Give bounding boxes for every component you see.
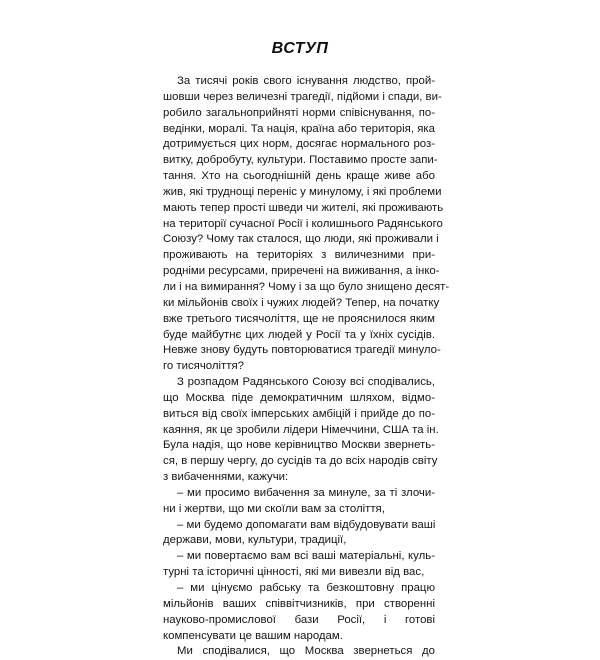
text-line: ки мільйонів своїх і чужих людей? Тепер, на початку — [163, 296, 440, 309]
text-line: мають тепер прості шведи чи жителі, які проживають — [163, 201, 444, 214]
page-title: ВСТУП — [271, 40, 329, 57]
text-line: буде майбутнє цих людей у Росії та у їхніх сусідів. — [163, 328, 435, 341]
text-line: виться від своїх імперських амбіцій і прийде до по- — [163, 407, 435, 420]
text-line: Була надія, що нове керівництво Москви звернеть- — [163, 439, 435, 452]
text-line: ся, в першу чергу, до сусідів та до всіх народів світу — [163, 455, 438, 468]
text-line: турні та історичні цінності, які ми вивезли від вас, — [163, 566, 425, 579]
text-line: – ми цінуємо рабську та безкоштовну працю — [177, 582, 435, 594]
text-line: з вибаченнями, кажучи: — [163, 471, 289, 484]
text-line: го тисячоліття? — [163, 360, 244, 373]
text-line: на території сучасної Росії і колишнього Радянського — [163, 217, 443, 230]
text-line: За тисячі років свого існування людство, прой- — [177, 75, 435, 87]
text-line: ли і на вимирання? Чому і за що було знищено десят- — [163, 280, 450, 293]
text-line: що Москва піде демократичним шляхом, відмо- — [163, 391, 435, 404]
text-line: дотримується цих норм, досягає нормального роз- — [163, 138, 435, 151]
body-text — [163, 74, 450, 660]
text-line: Союзу? Чому так сталося, що люди, які проживали і — [163, 233, 439, 246]
text-line: – ми просимо вибачення за минуле, за ті злочи- — [177, 486, 435, 499]
text-line: Ми сподівалися, що Москва звернеться до — [177, 645, 435, 658]
text-line: ведінки, моралі. Та нація, країна або територія, яка — [163, 122, 435, 135]
text-line: З розпадом Радянського Союзу всі сподівались, — [177, 376, 435, 389]
text-line: держави, мови, культури, традиції, — [163, 534, 347, 547]
text-line: вже третього тисячоліття, ще не прояснилося яким — [163, 312, 435, 325]
text-line: компенсувати це вашим народам. — [163, 629, 343, 642]
text-line: жив, які труднощі переніс у минулому, і які проблеми — [163, 185, 442, 198]
text-line: – ми будемо допомагати вам відбудовувати ваші — [177, 518, 436, 531]
text-line: тання. Хто на сьогоднішній день краще живе або — [163, 170, 435, 183]
text-line: Невже знову будуть повторюватися трагедії минуло- — [163, 344, 441, 357]
text-line: родніми ресурсами, приречені на виживання, а інко- — [163, 265, 440, 278]
text-line: науково-промислової бази Росії, і готові — [163, 613, 435, 626]
text-line: шовши через величезні трагедії, підйоми і спади, ви- — [163, 90, 442, 103]
text-line: витку, добробуту, культури. Поставимо просте запи- — [163, 154, 438, 167]
text-line: мільйонів ваших співвітчизників, при створенні — [163, 597, 435, 610]
text-line: робило загальноприйняті норми співіснування, по- — [163, 106, 435, 119]
text-line: ни і жертви, що ми скоїли вам за століття, — [163, 502, 385, 515]
text-line: – ми повертаємо вам всі ваші матеріальні, куль- — [177, 550, 435, 563]
text-line: каяння, як це зробили лідери Німеччини, США та ін. — [163, 423, 439, 436]
text-line: проживають на територіях з виличезними при- — [163, 249, 435, 262]
